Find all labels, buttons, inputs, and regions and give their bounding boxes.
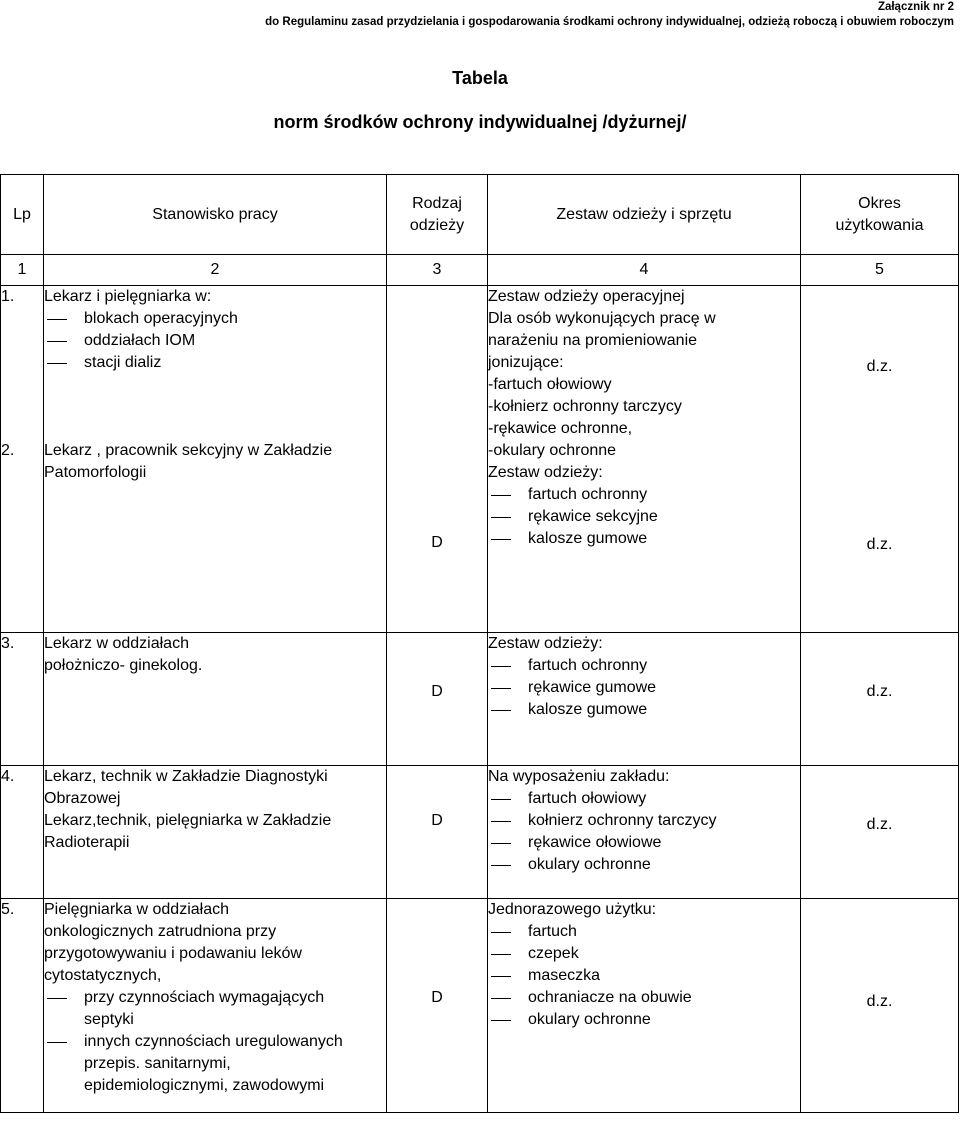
position-text: Lekarz , pracownik sekcyjny w Zakładzie (44, 442, 333, 459)
position-text: onkologicznych zatrudniona przy (44, 923, 277, 940)
lp-number: 5. (1, 901, 15, 918)
position-title: Lekarz i pielęgniarka w: (44, 288, 212, 305)
type-value: D (431, 989, 443, 1006)
period-cell (801, 899, 959, 1113)
position-text: cytostatycznych, (44, 967, 162, 984)
period-cell (801, 633, 959, 766)
set-list (488, 655, 800, 721)
header-type-line2: odzieży (409, 216, 465, 234)
lp-number: 4. (1, 768, 15, 785)
set-line: jonizujące: (488, 354, 564, 371)
set-list (488, 484, 800, 550)
period-value: d.z. (866, 816, 893, 833)
header-period-line1: Okres (858, 194, 901, 212)
set-line: -kołnierz ochronny tarczycy (488, 398, 682, 415)
position-text: Patomorfologii (44, 464, 147, 481)
set-cell (488, 286, 801, 633)
set-title: Zestaw odzieży: (488, 635, 603, 652)
column-number: 1 (1, 255, 44, 286)
type-cell (387, 286, 488, 633)
set-title: Jednorazowego użytku: (488, 901, 657, 918)
header-type (387, 175, 488, 255)
set-line: narażeniu na promieniowanie (488, 332, 698, 349)
type-value: D (431, 683, 443, 700)
position-text: Lekarz w oddziałach (44, 635, 189, 652)
lp-cell (1, 633, 44, 766)
position-cell (44, 899, 387, 1113)
position-text: przygotowywaniu i podawaniu leków (44, 945, 302, 962)
position-text: Pielęgniarka w oddziałach (44, 901, 229, 918)
header-period (801, 175, 959, 255)
list-item: kalosze gumowe (488, 699, 800, 721)
set-line: -okulary ochronne (488, 442, 617, 459)
period-value: d.z. (866, 536, 893, 553)
set-cell (488, 766, 801, 899)
header-lp: Lp (1, 175, 44, 255)
position-text: Lekarz,technik, pielęgniarka w Zakładzie (44, 812, 332, 829)
set-list (488, 788, 800, 876)
position-list (44, 987, 386, 1097)
type-value: D (431, 812, 443, 829)
list-item: rękawice sekcyjne (488, 506, 800, 528)
table-header-row (1, 175, 959, 255)
column-number: 3 (387, 255, 488, 286)
lp-cell (1, 766, 44, 899)
list-item: stacji dializ (44, 352, 386, 374)
set-line: Zestaw odzieży operacyjnej (488, 288, 685, 305)
list-item: okulary ochronne (488, 1009, 800, 1031)
lp-number: 1. (1, 288, 15, 305)
set-cell (488, 899, 801, 1113)
period-value: d.z. (866, 358, 893, 375)
header-set: Zestaw odzieży i sprzętu (488, 175, 801, 255)
set-line: -fartuch ołowiowy (488, 376, 612, 393)
column-number-row (1, 255, 959, 286)
table-row (1, 286, 959, 633)
column-number: 5 (801, 255, 959, 286)
period-cell (801, 286, 959, 633)
column-number: 4 (488, 255, 801, 286)
header-position: Stanowisko pracy (44, 175, 387, 255)
list-item: ochraniacze na obuwie (488, 987, 800, 1009)
lp-cell (1, 899, 44, 1113)
column-number: 2 (44, 255, 387, 286)
list-item: maseczka (488, 965, 800, 987)
set-line: Dla osób wykonujących pracę w (488, 310, 716, 327)
list-item: rękawice ołowiowe (488, 832, 800, 854)
set-list (488, 921, 800, 1031)
table-row (1, 766, 959, 899)
header-period-line2: użytkowania (835, 216, 924, 234)
position-cell (44, 633, 387, 766)
list-item: przy czynnościach wymagających septyki (44, 987, 366, 1031)
list-item: kalosze gumowe (488, 528, 800, 550)
table-row (1, 899, 959, 1113)
list-item: czepek (488, 943, 800, 965)
set-title: Zestaw odzieży: (488, 464, 603, 481)
list-item: rękawice gumowe (488, 677, 800, 699)
set-title: Na wyposażeniu zakładu: (488, 768, 670, 785)
period-value: d.z. (866, 993, 893, 1010)
annex-subtitle: do Regulaminu zasad przydzielania i gospodarowania środkami ochrony indywidualnej, odzieżą roboczą i obuwiem roboczym (265, 16, 954, 28)
norms-table (0, 174, 959, 1113)
position-text: położniczo- ginekolog. (44, 657, 203, 674)
list-item: fartuch ołowiowy (488, 788, 800, 810)
list-item: oddziałach IOM (44, 330, 386, 352)
document-title: Tabela (452, 68, 508, 88)
type-value: D (431, 534, 443, 551)
type-cell (387, 899, 488, 1113)
list-item: okulary ochronne (488, 854, 800, 876)
lp-cell (1, 286, 44, 633)
position-cell (44, 286, 387, 633)
list-item: fartuch ochronny (488, 655, 800, 677)
annex-title: Załącznik nr 2 (877, 1, 954, 13)
type-cell (387, 633, 488, 766)
period-value: d.z. (866, 683, 893, 700)
period-cell (801, 766, 959, 899)
document-subtitle: norm środków ochrony indywidualnej /dyżurnej/ (273, 112, 687, 132)
lp-number: 2. (1, 442, 15, 459)
list-item: fartuch ochronny (488, 484, 800, 506)
list-item: innych czynnościach uregulowanych przepis. sanitarnymi, epidemiologicznymi, zawodowymi (44, 1031, 366, 1097)
position-text: Radioterapii (44, 834, 130, 851)
list-item: kołnierz ochronny tarczycy (488, 810, 800, 832)
position-text: Obrazowej (44, 790, 121, 807)
position-list (44, 308, 386, 374)
list-item: blokach operacyjnych (44, 308, 386, 330)
table-row (1, 633, 959, 766)
set-cell (488, 633, 801, 766)
list-item: fartuch (488, 921, 800, 943)
type-cell (387, 766, 488, 899)
position-cell (44, 766, 387, 899)
position-text: Lekarz, technik w Zakładzie Diagnostyki (44, 768, 328, 785)
lp-number: 3. (1, 635, 15, 652)
set-line: -rękawice ochronne, (488, 420, 633, 437)
header-type-line1: Rodzaj (412, 194, 462, 212)
